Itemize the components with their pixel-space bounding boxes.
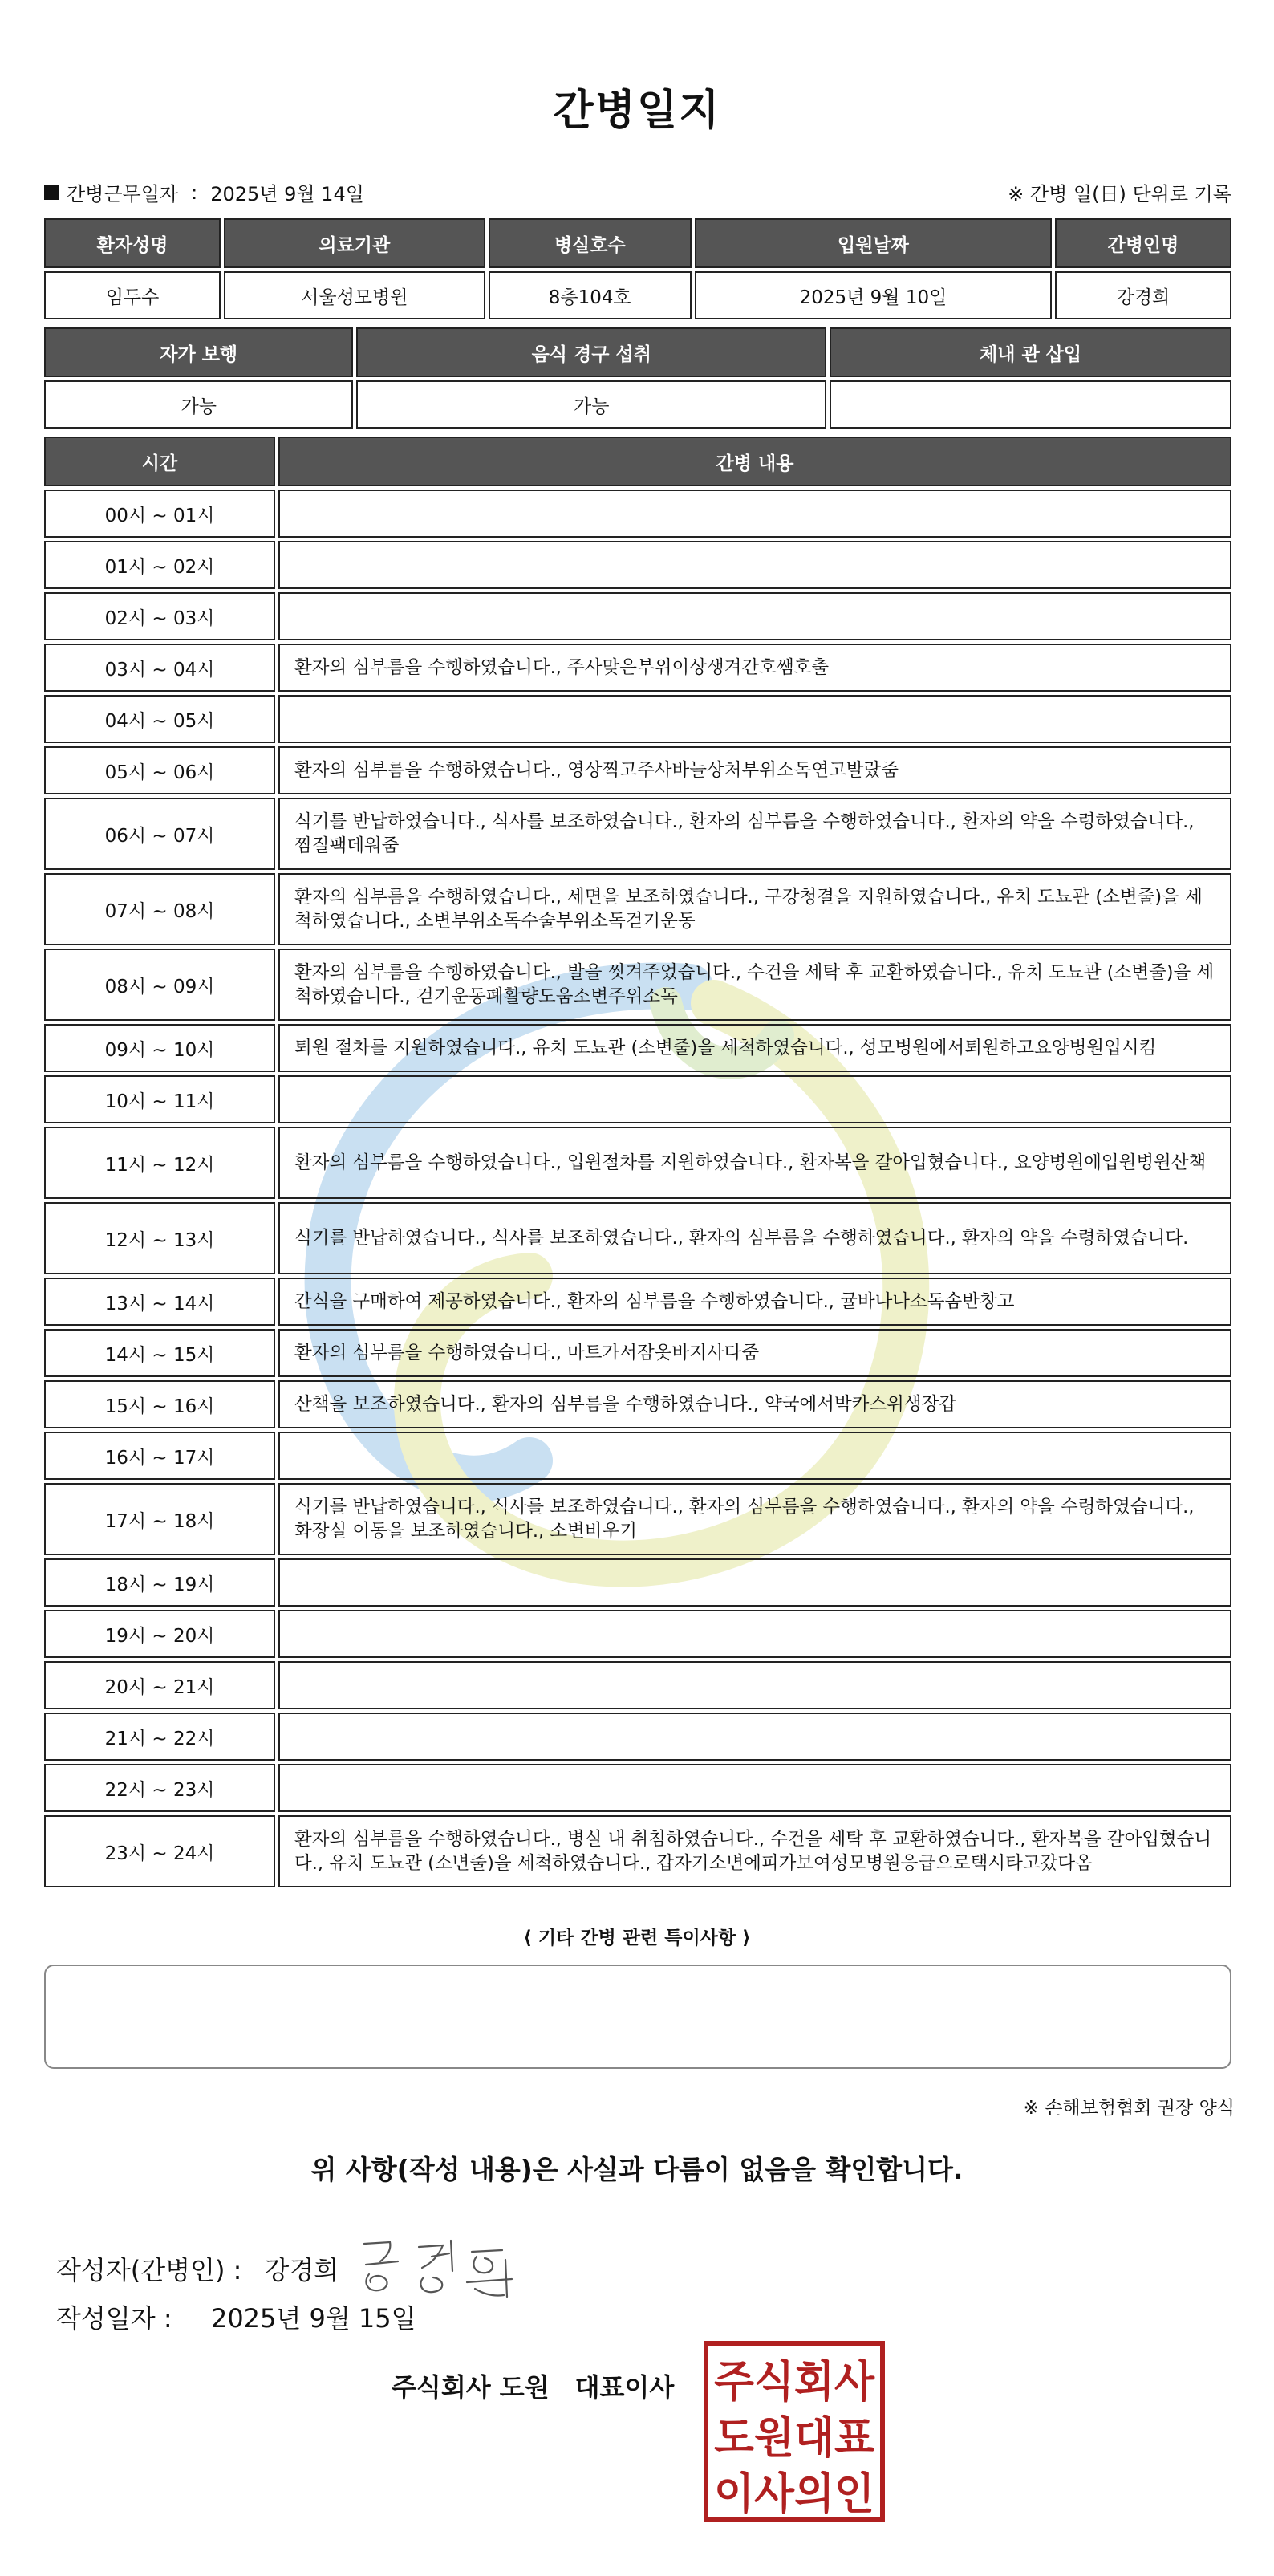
notes-box [44, 1965, 1231, 2069]
writer-name: 강경희 [264, 2255, 339, 2285]
time-slot: 09시 ~ 10시 [44, 1024, 275, 1072]
work-date [44, 178, 364, 206]
time-slot: 17시 ~ 18시 [44, 1483, 275, 1555]
care-content [278, 592, 1231, 640]
care-content: 환자의 심부름을 수행하였습니다., 발을 씻겨주었습니다., 수건을 세탁 후 교환하였습니다., 유치 도뇨관 (소변줄)을 세척하였습니다., 걷기운동폐활량도움소변주위소독 [278, 949, 1231, 1021]
meta-row [44, 178, 1231, 207]
admission-date: 2025년 9월 10일 [695, 271, 1052, 319]
time-slot: 21시 ~ 22시 [44, 1713, 275, 1761]
table-row [44, 490, 1231, 538]
recording-note: ※ 간병 일(日) 단위로 기록 [1008, 183, 1231, 205]
seal-line-1: 주식회사 [714, 2356, 875, 2407]
patient-status-table [41, 324, 1235, 432]
care-content: 식기를 반납하였습니다., 식사를 보조하였습니다., 환자의 심부름을 수행하였습니다., 환자의 약을 수령하였습니다., 화장실 이동을 보조하였습니다., 소변비우기 [278, 1483, 1231, 1555]
header-tube-insertion: 체내 관 삽입 [830, 327, 1231, 377]
table-row [44, 1380, 1231, 1428]
company-seal [703, 2340, 886, 2523]
time-slot: 19시 ~ 20시 [44, 1610, 275, 1658]
writer-label: 작성자(간병인) : [56, 2255, 242, 2285]
care-content: 식기를 반납하였습니다., 식사를 보조하였습니다., 환자의 심부름을 수행하였습니다., 환자의 약을 수령하였습니다., 찜질팩데워줌 [278, 798, 1231, 870]
table-row [44, 949, 1231, 1021]
header-patient-name: 환자성명 [44, 218, 221, 268]
care-content [278, 695, 1231, 743]
header-oral-intake: 음식 경구 섭취 [356, 327, 826, 377]
time-slot: 04시 ~ 05시 [44, 695, 275, 743]
header-hospital: 의료기관 [224, 218, 485, 268]
care-content: 환자의 심부름을 수행하였습니다., 영상찍고주사바늘상처부위소독연고발랐줌 [278, 746, 1231, 794]
header-room: 병실호수 [489, 218, 692, 268]
care-log-table [41, 433, 1235, 1891]
table-row [44, 1815, 1231, 1887]
patient-name: 임두수 [44, 271, 221, 319]
company-representative: 주식회사 도원 대표이사 [392, 2372, 675, 2403]
time-slot: 18시 ~ 19시 [44, 1558, 275, 1607]
care-content: 산책을 보조하였습니다., 환자의 심부름을 수행하였습니다., 약국에서박카스위생장갑 [278, 1380, 1231, 1428]
care-content: 환자의 심부름을 수행하였습니다., 주사맞은부위이상생겨간호쌤호출 [278, 644, 1231, 692]
format-note: ※ 손해보험협회 권장 양식 [1023, 2098, 1235, 2119]
time-slot: 22시 ~ 23시 [44, 1764, 275, 1812]
work-date-value: 2025년 9월 14일 [210, 183, 364, 205]
header-care-content: 간병 내용 [278, 437, 1231, 486]
hospital-name: 서울성모병원 [224, 271, 485, 319]
page-title: 간병일지 [553, 87, 721, 135]
header-self-walking: 자가 보행 [44, 327, 353, 377]
write-date-label: 작성일자 : [56, 2303, 172, 2334]
time-slot: 03시 ~ 04시 [44, 644, 275, 692]
table-row [44, 541, 1231, 589]
work-date-label: 간병근무일자 [67, 183, 179, 205]
table-row [44, 1764, 1231, 1812]
time-slot: 20시 ~ 21시 [44, 1661, 275, 1709]
caregiver-name: 강경희 [1055, 271, 1231, 319]
write-date-line [56, 2298, 416, 2335]
time-slot: 00시 ~ 01시 [44, 490, 275, 538]
table-row [44, 1329, 1231, 1377]
table-row [44, 1610, 1231, 1658]
table-row [44, 1127, 1231, 1199]
table-row [44, 746, 1231, 794]
care-content [278, 1713, 1231, 1761]
table-row [44, 873, 1231, 945]
time-slot: 07시 ~ 08시 [44, 873, 275, 945]
handwritten-signature [355, 2233, 523, 2305]
table-row [44, 1024, 1231, 1072]
table-row [44, 1661, 1231, 1709]
tube-insertion-value [830, 380, 1231, 429]
time-slot: 01시 ~ 02시 [44, 541, 275, 589]
care-content [278, 1558, 1231, 1607]
writer-line [56, 2233, 523, 2305]
time-slot: 15시 ~ 16시 [44, 1380, 275, 1428]
header-time: 시간 [44, 437, 275, 486]
care-content: 간식을 구매하여 제공하였습니다., 환자의 심부름을 수행하였습니다., 귤바나나소독솜반창고 [278, 1278, 1231, 1326]
care-content [278, 1764, 1231, 1812]
table-row [44, 1713, 1231, 1761]
time-slot: 08시 ~ 09시 [44, 949, 275, 1021]
care-content: 환자의 심부름을 수행하였습니다., 마트가서잠옷바지사다줌 [278, 1329, 1231, 1377]
time-slot: 11시 ~ 12시 [44, 1127, 275, 1199]
care-content [278, 1661, 1231, 1709]
time-slot: 12시 ~ 13시 [44, 1202, 275, 1274]
care-content: 퇴원 절차를 지원하였습니다., 유치 도뇨관 (소변줄)을 세척하였습니다., 성모병원에서퇴원하고요양병원입시킴 [278, 1024, 1231, 1072]
care-content: 환자의 심부름을 수행하였습니다., 입원절차를 지원하였습니다., 환자복을 갈아입혔습니다., 요양병원에입원병원산책 [278, 1127, 1231, 1199]
room-number: 8층104호 [489, 271, 692, 319]
write-date-value: 2025년 9월 15일 [210, 2303, 416, 2334]
table-row [44, 1075, 1231, 1123]
table-row [44, 798, 1231, 870]
time-slot: 06시 ~ 07시 [44, 798, 275, 870]
table-row [44, 1432, 1231, 1480]
care-content [278, 1075, 1231, 1123]
table-row [44, 644, 1231, 692]
care-content [278, 490, 1231, 538]
table-row [44, 1558, 1231, 1607]
self-walking-value: 가능 [44, 380, 353, 429]
seal-line-2: 도원대표 [714, 2412, 874, 2463]
table-row [44, 1483, 1231, 1555]
time-slot: 14시 ~ 15시 [44, 1329, 275, 1377]
table-row [44, 1278, 1231, 1326]
square-bullet-icon [44, 185, 59, 200]
header-caregiver: 간병인명 [1055, 218, 1231, 268]
oral-intake-value: 가능 [356, 380, 826, 429]
time-slot: 02시 ~ 03시 [44, 592, 275, 640]
time-slot: 05시 ~ 06시 [44, 746, 275, 794]
notes-title: ⟨ 기타 간병 관련 특이사항 ⟩ [523, 1928, 751, 1948]
time-slot: 23시 ~ 24시 [44, 1815, 275, 1887]
time-slot: 10시 ~ 11시 [44, 1075, 275, 1123]
care-content: 식기를 반납하였습니다., 식사를 보조하였습니다., 환자의 심부름을 수행하였습니다., 환자의 약을 수령하였습니다. [278, 1202, 1231, 1274]
care-content: 환자의 심부름을 수행하였습니다., 병실 내 취침하였습니다., 수건을 세탁 후 교환하였습니다., 환자복을 갈아입혔습니다., 유치 도뇨관 (소변줄)을 세척하였습니다., 갑자기소변에피가보여성모병원응급으로택시타고갔다옴 [278, 1815, 1231, 1887]
work-date-separator: : [191, 181, 198, 204]
care-content [278, 1610, 1231, 1658]
time-slot: 16시 ~ 17시 [44, 1432, 275, 1480]
confirmation-statement: 위 사항(작성 내용)은 사실과 다름이 없음을 확인합니다. [310, 2154, 964, 2185]
care-content [278, 1432, 1231, 1480]
table-row [44, 1202, 1231, 1274]
table-row [44, 592, 1231, 640]
seal-line-3: 이사의인 [714, 2468, 874, 2519]
care-content [278, 541, 1231, 589]
table-row [44, 695, 1231, 743]
time-slot: 13시 ~ 14시 [44, 1278, 275, 1326]
patient-info-table [41, 215, 1235, 323]
header-admission-date: 입원날짜 [695, 218, 1052, 268]
care-content: 환자의 심부름을 수행하였습니다., 세면을 보조하였습니다., 구강청결을 지원하였습니다., 유치 도뇨관 (소변줄)을 세척하였습니다., 소변부위소독수술부위소독걷기운동 [278, 873, 1231, 945]
